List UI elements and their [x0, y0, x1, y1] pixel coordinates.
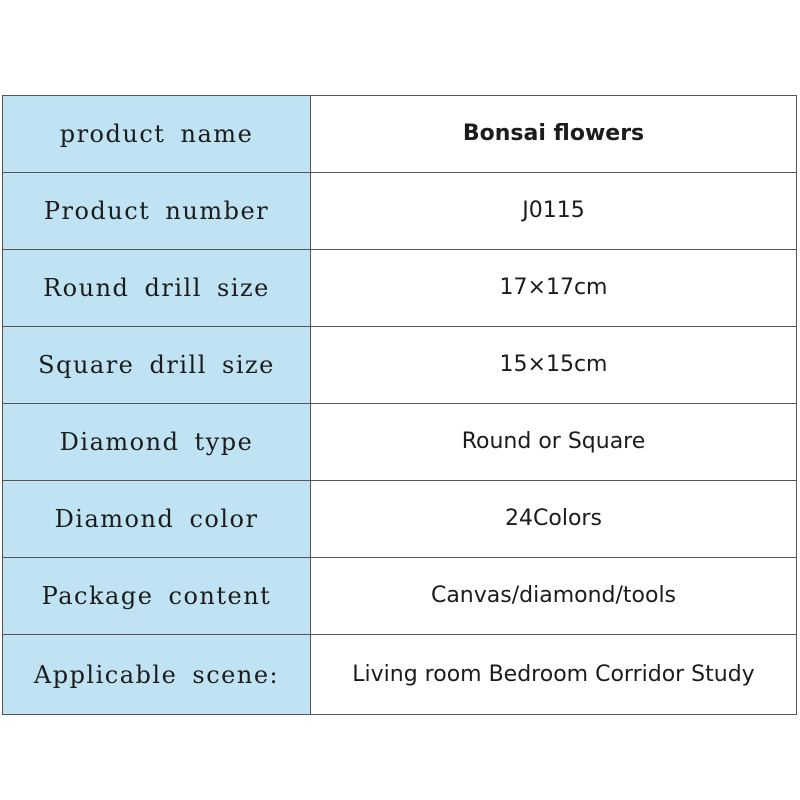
- label-product-name: product name: [3, 96, 311, 173]
- label-product-number: Product number: [3, 173, 311, 250]
- table-row-product-number: [3, 173, 797, 250]
- value-square-drill-size: 15×15cm: [311, 327, 797, 404]
- value-product-name: Bonsai flowers: [311, 96, 797, 173]
- label-round-drill-size: Round drill size: [3, 250, 311, 327]
- label-diamond-color: Diamond color: [3, 481, 311, 558]
- table-row-package-content: [3, 558, 797, 635]
- value-applicable-scene: Living room Bedroom Corridor Study: [311, 635, 797, 715]
- table-row-round-drill-size: [3, 250, 797, 327]
- table-row-product-name: [3, 96, 797, 173]
- table-row-applicable-scene: [3, 635, 797, 715]
- table-row-diamond-color: [3, 481, 797, 558]
- value-diamond-color: 24Colors: [311, 481, 797, 558]
- value-diamond-type: Round or Square: [311, 404, 797, 481]
- value-package-content: Canvas/diamond/tools: [311, 558, 797, 635]
- table-row-diamond-type: [3, 404, 797, 481]
- value-product-number: J0115: [311, 173, 797, 250]
- value-round-drill-size: 17×17cm: [311, 250, 797, 327]
- label-applicable-scene: Applicable scene:: [3, 635, 311, 715]
- label-square-drill-size: Square drill size: [3, 327, 311, 404]
- table-row-square-drill-size: [3, 327, 797, 404]
- product-spec-table: [2, 95, 797, 715]
- label-package-content: Package content: [3, 558, 311, 635]
- label-diamond-type: Diamond type: [3, 404, 311, 481]
